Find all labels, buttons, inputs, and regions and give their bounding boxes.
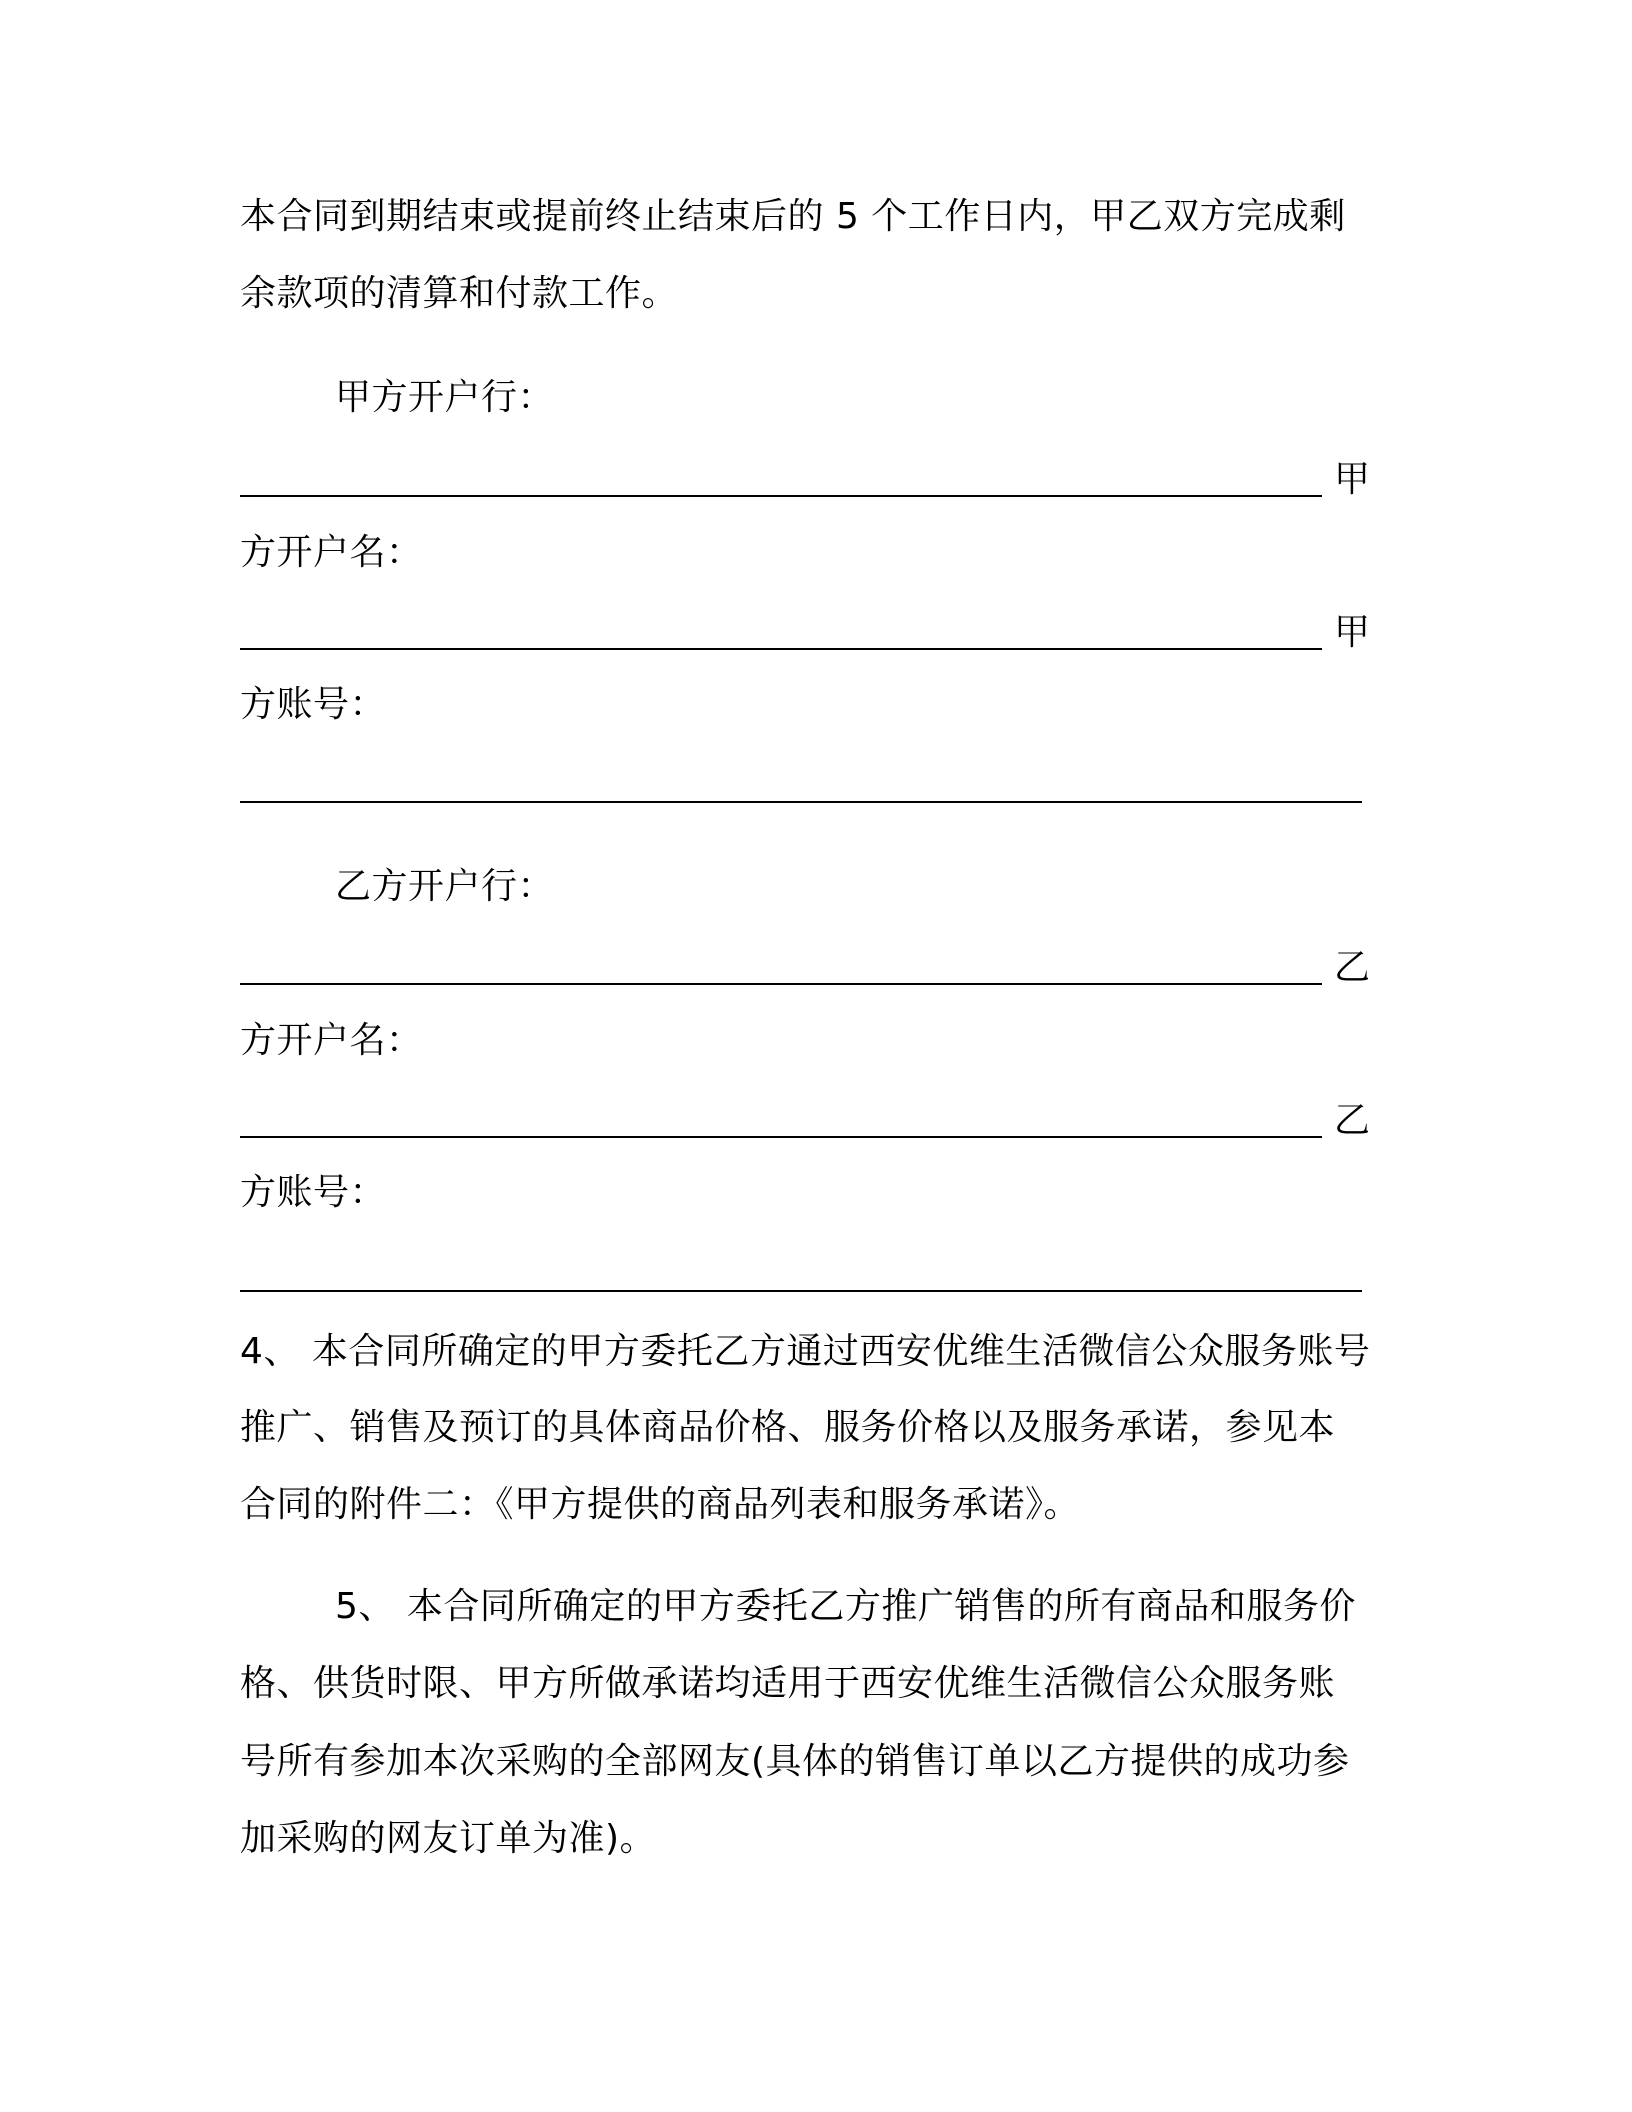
party-a-account-label-head: 甲: [1334, 612, 1371, 653]
clause5-line1: 5、 本合同所确定的甲方委托乙方推广销售的所有商品和服务价: [335, 1586, 1356, 1627]
para1-line1: 本合同到期结束或提前终止结束后的 5 个工作日内，甲乙双方完成剩: [240, 196, 1346, 237]
party-b-name-label-head: 乙: [1334, 947, 1371, 988]
party-b-account-label-head: 乙: [1334, 1100, 1371, 1141]
clause4-line1: 4、 本合同所确定的甲方委托乙方通过西安优维生活微信公众服务账号: [240, 1331, 1371, 1372]
party-b-account-label: 方账号：: [240, 1172, 387, 1213]
party-a-account-blank: [240, 801, 1362, 803]
party-b-name-blank: [240, 1136, 1322, 1138]
para1-line2: 余款项的清算和付款工作。: [240, 273, 679, 314]
clause5-line2: 格、供货时限、甲方所做承诺均适用于西安优维生活微信公众服务账: [240, 1663, 1336, 1704]
party-b-account-blank: [240, 1290, 1362, 1292]
party-b-bank-blank: [240, 983, 1322, 985]
party-a-name-blank: [240, 648, 1322, 650]
clause5-line4: 加采购的网友订单为准)。: [240, 1818, 657, 1859]
clause5-line3: 号所有参加本次采购的全部网友(具体的销售订单以乙方提供的成功参: [240, 1741, 1350, 1782]
party-b-name-label: 方开户名：: [240, 1020, 423, 1061]
clause4-line2: 推广、销售及预订的具体商品价格、服务价格以及服务承诺，参见本: [240, 1407, 1336, 1448]
party-a-bank-blank: [240, 495, 1322, 497]
party-a-bank-label: 甲方开户行：: [335, 377, 555, 418]
party-b-bank-label: 乙方开户行：: [335, 866, 555, 907]
party-a-account-label: 方账号：: [240, 684, 387, 725]
party-a-name-label-head: 甲: [1334, 459, 1371, 500]
party-a-name-label: 方开户名：: [240, 532, 423, 573]
clause4-line3: 合同的附件二：《甲方提供的商品列表和服务承诺》。: [240, 1484, 1081, 1525]
